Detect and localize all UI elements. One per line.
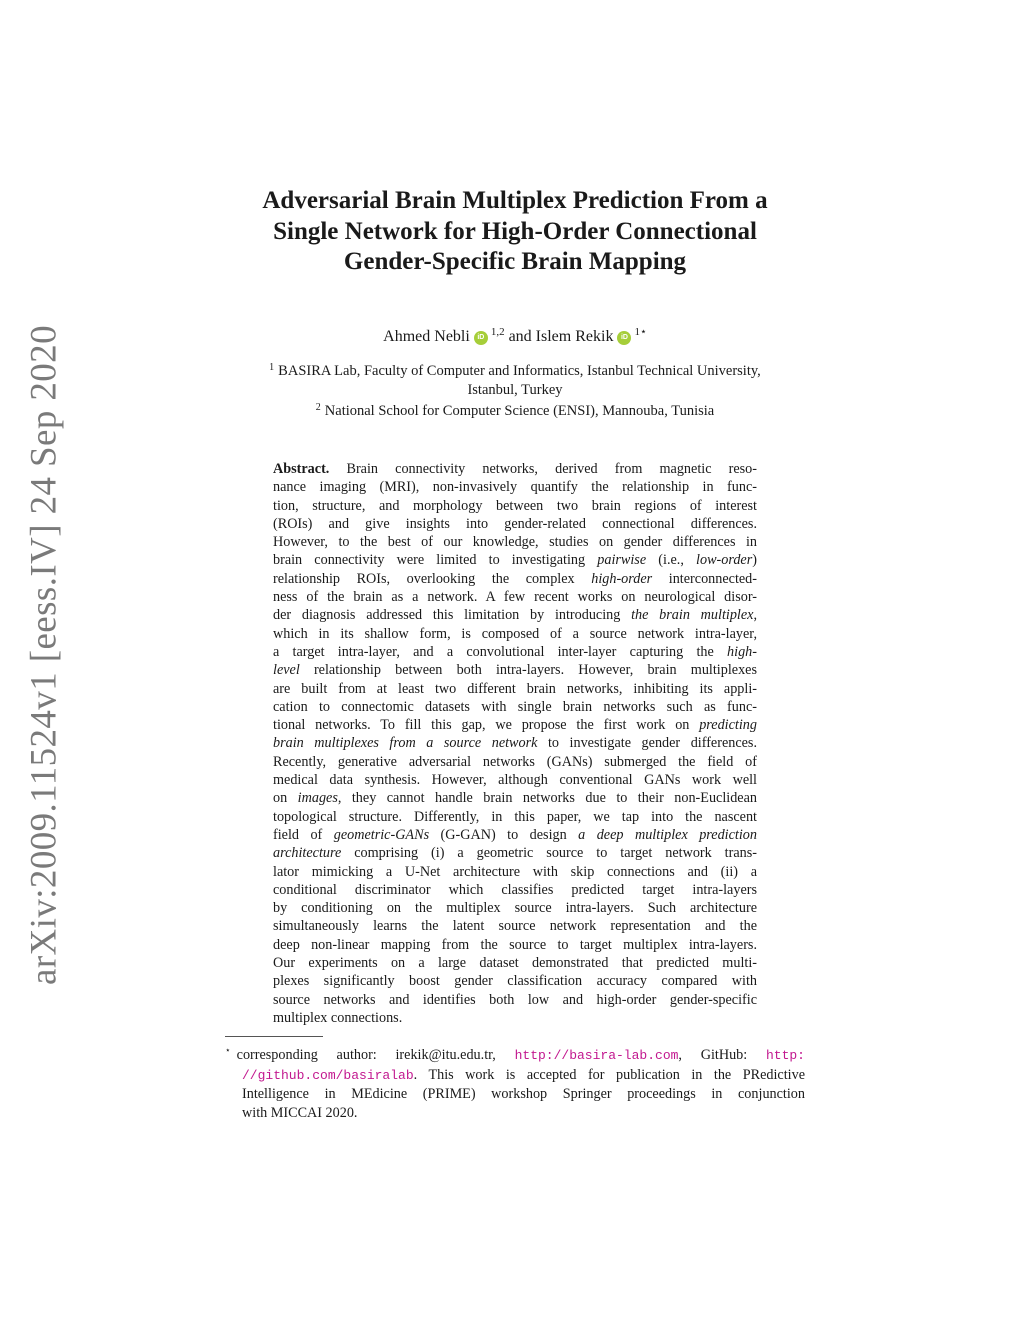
abstract-line <box>273 625 757 643</box>
abstract-text: ness of the brain as a network. A few recent works on neurological disor- <box>273 589 757 606</box>
abstract-line <box>273 551 757 569</box>
abstract-line <box>273 844 757 862</box>
abstract-emphasis: the brain multiplex <box>631 607 754 624</box>
abstract-text: Our experiments on a large dataset demonstrated that predicted multi- <box>273 955 757 972</box>
abstract-line <box>273 917 757 935</box>
abstract-text: cation to connectomic datasets with single brain networks such as func- <box>273 698 757 715</box>
arxiv-identifier <box>18 325 70 985</box>
abstract-line <box>273 954 757 972</box>
abstract-text: der diagnosis addressed this limitation by introducing <box>273 607 632 624</box>
affiliations <box>200 359 830 421</box>
abstract-emphasis: architecture <box>273 845 342 862</box>
abstract-line <box>273 460 757 478</box>
abstract-text: (i.e., <box>646 552 697 569</box>
affiliation-1-cont: Istanbul, Turkey <box>467 381 563 398</box>
abstract-emphasis: images <box>297 790 338 807</box>
footnote-marker: ⋆ <box>225 1045 231 1055</box>
abstract-emphasis: high-order <box>591 570 653 587</box>
abstract-emphasis: high- <box>727 643 757 660</box>
title-line: Adversarial Brain Multiplex Prediction From a <box>262 187 768 214</box>
abstract-line <box>273 661 757 679</box>
title-line: Gender-Specific Brain Mapping <box>343 248 687 275</box>
abstract-text: which in its shallow form, is composed of a source network intra-layer, <box>273 625 757 642</box>
affiliation-2 <box>200 399 830 421</box>
abstract-text: Brain connectivity networks, derived from magnetic reso- <box>346 461 757 477</box>
abstract-line <box>273 698 757 716</box>
abstract-label: Abstract. <box>273 461 330 477</box>
abstract-emphasis: geometric-GANs <box>333 826 430 843</box>
abstract-text: on <box>273 790 298 807</box>
abstract-line <box>273 716 757 734</box>
abstract-text: , they cannot handle brain networks due to their non-Euclidean <box>337 790 757 807</box>
abstract-line <box>273 972 757 990</box>
abstract-text: (G-GAN) to design <box>429 826 579 843</box>
abstract-text: ) <box>752 552 757 569</box>
author-name: Ahmed Nebli <box>383 328 470 345</box>
footnote-line <box>225 1066 805 1086</box>
abstract <box>273 460 757 1027</box>
abstract-line <box>273 808 757 826</box>
abstract-text: nance imaging (MRI), non-invasively quantify the relationship in func- <box>273 479 757 496</box>
footnote-text: . This work is accepted for publication in the PRedictive <box>413 1066 805 1083</box>
github-link[interactable]: http: <box>765 1048 805 1063</box>
author-affiliation-mark: 1,2 <box>490 326 505 338</box>
author-name: Islem Rekik <box>535 328 614 345</box>
abstract-text: plexes significantly boost gender classification accuracy compared with <box>273 973 757 990</box>
orcid-icon[interactable]: iD <box>617 331 631 345</box>
abstract-text: tion, structure, and morphology between two brain regions of interest <box>273 497 757 514</box>
abstract-line <box>273 991 757 1009</box>
abstract-text: source networks and identifies both low and high-order gender-specific <box>273 991 757 1008</box>
abstract-text: interconnected- <box>652 570 757 587</box>
abstract-emphasis: pairwise <box>597 552 647 569</box>
abstract-line <box>273 826 757 844</box>
abstract-line <box>273 936 757 954</box>
affiliation-text: BASIRA Lab, Faculty of Computer and Informatics, Istanbul Technical University, <box>278 363 761 379</box>
footnote-line: Intelligence in MEdicine (PRIME) workshop Springer proceedings in conjunction <box>242 1086 805 1102</box>
abstract-line <box>273 1009 757 1027</box>
abstract-text: a target intra-layer, and a convolutional inter-layer capturing the <box>273 643 728 660</box>
abstract-emphasis: a deep multiplex prediction <box>578 826 757 843</box>
abstract-text: simultaneously learns the latent source network representation and the <box>273 918 757 935</box>
abstract-line <box>273 881 757 899</box>
footnote-divider <box>225 1036 323 1037</box>
author-list <box>200 321 830 348</box>
affiliation-number: 2 <box>315 402 321 413</box>
abstract-line <box>273 643 757 661</box>
abstract-line <box>273 606 757 624</box>
abstract-text: topological structure. Differently, in this paper, we tap into the nascent <box>273 808 757 825</box>
abstract-line <box>273 753 757 771</box>
orcid-icon[interactable]: iD <box>474 331 488 345</box>
abstract-text: medical data synthesis. However, although conventional GANs work well <box>273 772 757 789</box>
abstract-text: by conditioning on the multiplex source intra-layers. Such architecture <box>273 900 757 917</box>
abstract-line <box>273 680 757 698</box>
paper-title <box>200 186 830 278</box>
footnote-text: , GitHub: <box>678 1047 766 1063</box>
abstract-text: brain connectivity were limited to investigating <box>273 552 598 569</box>
abstract-emphasis: level <box>273 662 300 679</box>
abstract-text: Recently, generative adversarial networks (GANs) submerged the field of <box>273 753 757 770</box>
abstract-line <box>273 478 757 496</box>
abstract-text: lator mimicking a U-Net architecture with skip connections and (ii) a <box>273 863 757 880</box>
affiliation-number: 1 <box>269 362 275 373</box>
abstract-text: tional networks. To fill this gap, we propose the first work on <box>273 717 700 734</box>
abstract-line <box>273 497 757 515</box>
footnote <box>225 1041 805 1122</box>
abstract-text: comprising (i) a geometric source to target network trans- <box>341 845 757 862</box>
abstract-emphasis: brain multiplexes from a source network <box>273 735 538 752</box>
abstract-text: (ROIs) and give insights into gender-related connectional differences. <box>273 515 757 532</box>
github-link[interactable]: //github.com/basiralab <box>242 1067 414 1083</box>
abstract-line <box>273 588 757 606</box>
abstract-text: are built from at least two different brain networks, inhibiting its appli- <box>273 680 757 697</box>
affiliation-1 <box>200 359 830 381</box>
footnote-line: with MICCAI 2020. <box>242 1104 358 1121</box>
abstract-line <box>273 734 757 752</box>
abstract-line <box>273 789 757 807</box>
abstract-line <box>273 899 757 917</box>
abstract-text: multiplex connections. <box>273 1009 403 1026</box>
abstract-line <box>273 863 757 881</box>
author-conjunction: and <box>508 328 532 345</box>
abstract-line <box>273 570 757 588</box>
footnote-text: corresponding author: irekik@itu.edu.tr, <box>236 1047 515 1063</box>
abstract-line <box>273 515 757 533</box>
abstract-text: , <box>753 607 758 624</box>
basira-lab-link[interactable]: http://basira-lab.com <box>514 1048 679 1063</box>
affiliation-text: National School for Computer Science (ENSI), Mannouba, Tunisia <box>324 403 715 419</box>
abstract-text: field of <box>273 826 334 843</box>
title-line: Single Network for High-Order Connectional <box>273 217 757 245</box>
abstract-text: deep non-linear mapping from the source to target multiplex intra-layers. <box>273 936 757 953</box>
footnote-line <box>225 1041 805 1066</box>
abstract-line <box>273 533 757 551</box>
abstract-text: relationship between both intra-layers. However, brain multiplexes <box>299 662 757 679</box>
abstract-line <box>273 771 757 789</box>
arxiv-identifier-text: arXiv:2009.11524v1 [eess.IV] 24 Sep 2020 <box>23 325 65 985</box>
abstract-text: conditional discriminator which classifies predicted target intra-layers <box>273 881 757 898</box>
author-affiliation-mark: 1⋆ <box>634 326 647 338</box>
abstract-emphasis: low-order <box>696 552 753 569</box>
abstract-emphasis: predicting <box>699 717 757 734</box>
abstract-text: relationship ROIs, overlooking the complex <box>273 570 592 587</box>
abstract-text: However, to the best of our knowledge, studies on gender differences in <box>273 534 757 551</box>
abstract-text: to investigate gender differences. <box>537 735 757 752</box>
